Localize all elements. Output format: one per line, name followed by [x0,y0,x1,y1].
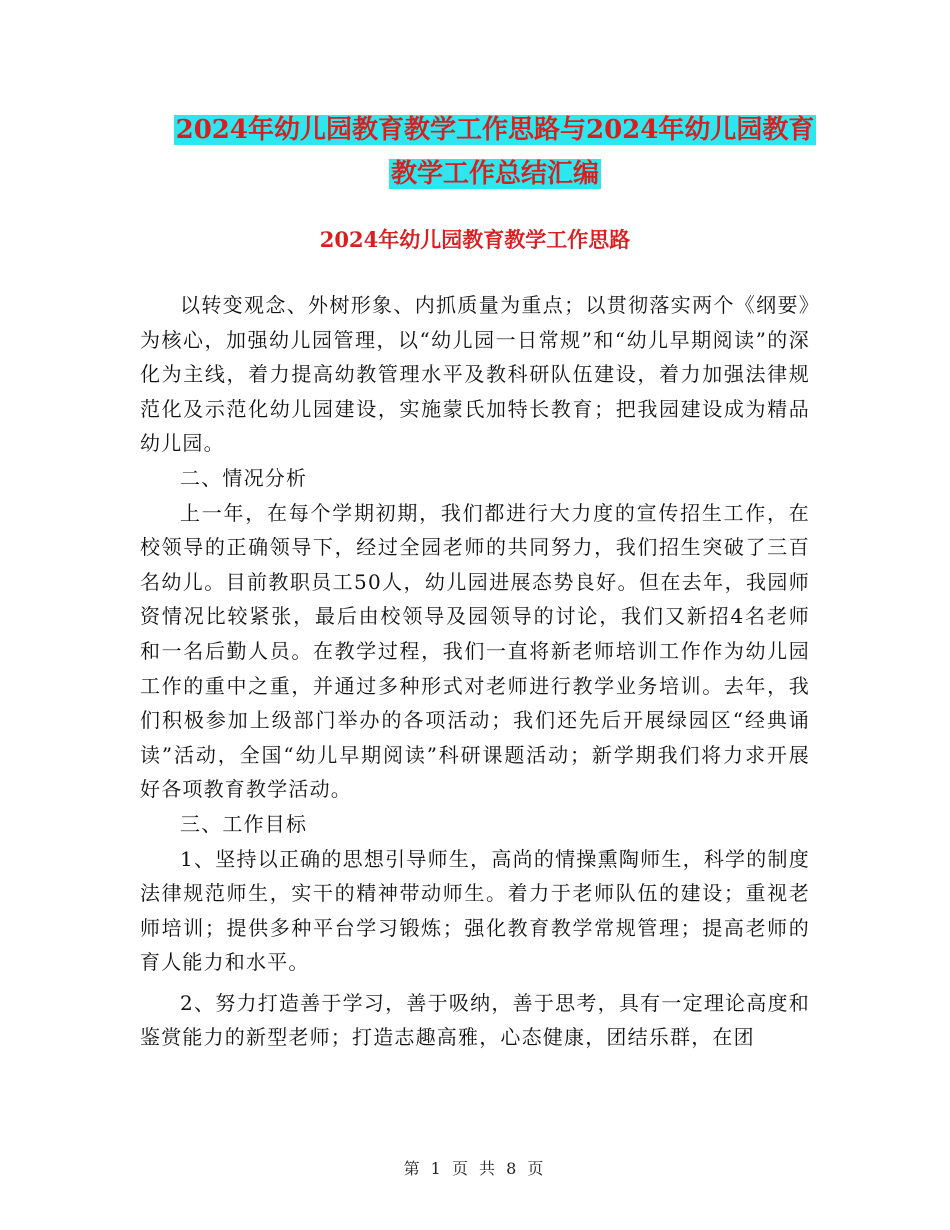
paragraph-situation: 上一年，在每个学期初期，我们都进行大力度的宣传招生工作，在校领导的正确领导下，经过全园老师的共同努力，我们招生突破了三百名幼儿。目前教职员工50人，幼儿园进展态势良好。但在去年，我园师资情况比较紧张，最后由校领导及园领导的讨论，我们又新招4名老师和一名后勤人员。在教学过程，我们一直将新老师培训工作作为幼儿园工作的重中之重，并通过多种形式对老师进行教学业务培训。去年，我们积极参加上级部门举办的各项活动；我们还先后开展绿园区“经典诵读”活动，全国“幼儿早期阅读”科研课题活动；新学期我们将力求开展好各项教育教学活动。 [140,500,810,802]
document-title-line-2: 教学工作总结汇编 [390,159,599,189]
paragraph-goal-1: 1、坚持以正确的思想引导师生，高尚的情操熏陶师生，科学的制度法律规范师生，实干的精神带动师生。着力于老师队伍的建设；重视老师培训；提供多种平台学习锻炼；强化教育教学常规管理；提高老师的育人能力和水平。 [140,846,810,975]
paragraph-intro: 以转变观念、外树形象、内抓质量为重点；以贯彻落实两个《纲要》为核心，加强幼儿园管理，以“幼儿园一日常规”和“幼儿早期阅读”的深化为主线，着力提高幼教管理水平及教科研队伍建设，着力加强法律规范化及示范化幼儿园建设，实施蒙氏加特长教育；把我园建设成为精品幼儿园。 [140,293,810,456]
page-number-footer: 第 1 页 共 8 页 [403,1159,547,1178]
document-title-continued [140,158,850,190]
paragraph-goal-2: 2、努力打造善于学习，善于吸纳，善于思考，具有一定理论高度和鉴赏能力的新型老师；打造志趣高雅，心态健康，团结乐群，在团 [140,990,810,1050]
heading-situation-analysis: 二、情况分析 [180,465,308,490]
document-title [140,114,850,146]
heading-work-goals: 三、工作目标 [180,811,308,836]
section-title: 2024年幼儿园教育教学工作思路 [319,227,631,252]
document-title-line-1: 2024年幼儿园教育教学工作思路与2024年幼儿园教育 [175,115,815,145]
document-body [140,288,810,1055]
